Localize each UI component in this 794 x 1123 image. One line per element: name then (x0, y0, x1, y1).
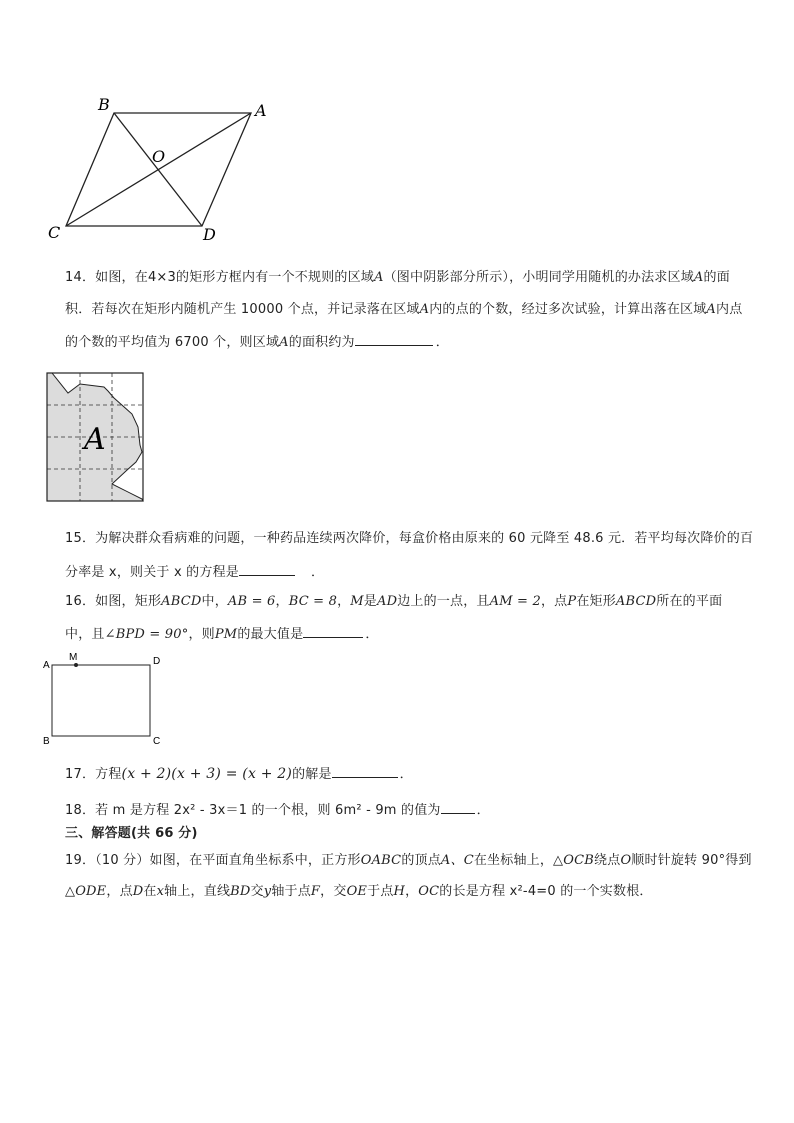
q19-math: ODE (75, 884, 107, 899)
q18-answer-blank[interactable] (441, 801, 475, 814)
q16-math: AD (377, 594, 398, 609)
vertex-label-b: B (98, 95, 110, 114)
q17-text: 17．方程 (65, 767, 122, 782)
q19-text: ，点 (106, 884, 133, 899)
rectangle-abcd (52, 665, 150, 736)
q18-text: 18．若 m 是方程 2x² - 3x＝1 的一个根，则 6m² - 9m 的值为 (65, 803, 441, 818)
q19-text: 在坐标轴上，△ (473, 853, 564, 868)
q19-math: x (156, 884, 165, 899)
q16-math: M (350, 594, 364, 609)
q14-text: 的矩形方框内有一个不规则的区域 (176, 270, 375, 285)
rect-label-b: B (43, 736, 50, 747)
q19-math: A、C (440, 853, 474, 868)
q19-math: F (310, 884, 321, 899)
q14-var: A (374, 270, 384, 285)
q14-text: 14．如图，在 (65, 270, 148, 285)
q16-math: AM = 2 (489, 594, 541, 609)
q14-text: 的个数的平均值为 6700 个，则区域 (65, 335, 280, 350)
q19-math: y (263, 884, 272, 899)
q14-text: 的面积约为 (288, 335, 355, 350)
q16-math: P (567, 594, 577, 609)
q16-text: ， (275, 594, 289, 609)
rect-label-m: M (69, 652, 78, 663)
q17-text: ． (399, 767, 413, 782)
section-heading (65, 826, 198, 842)
q16-text: 中， (201, 594, 228, 609)
q19-text: ， (405, 884, 419, 899)
vertex-label-c: C (48, 223, 61, 242)
q16-text: ． (365, 627, 379, 642)
q16-answer-blank[interactable] (303, 625, 363, 638)
q19-text: 轴上，直线 (164, 884, 231, 899)
q19-math: OABC (360, 853, 402, 868)
q17-equation: (x + 2)(x + 3) = (x + 2) (121, 766, 293, 782)
q17-line (65, 765, 413, 783)
q16-line2 (65, 625, 379, 643)
q14-text: （图中阴影部分所示），小明同学用随机的办法求区域 (383, 270, 694, 285)
q16-math: PM (214, 627, 238, 642)
q16-text: ，点 (540, 594, 568, 609)
parallelogram-figure (40, 92, 280, 252)
q19-math: H (393, 884, 406, 899)
q19-math: OE (346, 884, 368, 899)
q19-text: 于点 (367, 884, 394, 899)
q16-math: ∠BPD = 90° (104, 627, 189, 642)
q14-text: 内的点的个数，经过多次试验，计算出落在区域 (429, 302, 707, 317)
q16-text: 是 (363, 594, 377, 609)
q14-var: A (419, 302, 430, 317)
q16-math: AB = 6 (227, 594, 276, 609)
q16-text: 的最大值是 (237, 627, 304, 642)
rect-label-c: C (153, 736, 161, 747)
q16-math: ABCD (161, 594, 202, 609)
q15-line1 (65, 531, 753, 547)
q19-text: 在 (143, 884, 157, 899)
q14-line1 (65, 270, 730, 286)
center-label-o: O (152, 147, 166, 166)
q15-answer-blank[interactable] (239, 563, 295, 576)
q14-text: 内点 (716, 302, 743, 317)
q18-line (65, 801, 490, 819)
rect-label-d: D (153, 656, 161, 667)
q19-line2 (65, 884, 653, 900)
q14-var: A (693, 270, 704, 285)
q14-line2 (65, 302, 742, 318)
q19-math: O (620, 853, 632, 868)
q16-text: ， (337, 594, 351, 609)
q19-text: 顺时针旋转 90°得到 (631, 853, 752, 868)
q14-line3 (65, 333, 449, 351)
q16-text: 中，且 (65, 627, 105, 642)
q19-text: 的长是方程 x²-4=0 的一个实数根． (439, 884, 653, 899)
q19-math: D (132, 884, 144, 899)
q17-text: 的解是 (292, 767, 332, 782)
q19-math: OC (418, 884, 440, 899)
rect-label-a: A (43, 660, 50, 671)
diagonal-bd (114, 113, 202, 226)
q19-text: 的顶点 (401, 853, 441, 868)
q14-text: ． (435, 335, 449, 350)
q14-var: A (706, 302, 717, 317)
q19-math: BD (230, 884, 251, 899)
q16-text: 16．如图，矩形 (65, 594, 162, 609)
section-title: 三、解答题(共 66 分) (65, 826, 198, 841)
q16-text: ，则 (188, 627, 215, 642)
q19-text: 交 (250, 884, 264, 899)
point-m-dot (74, 663, 78, 667)
q15-line2 (65, 563, 324, 581)
q15-text: 分率是 x，则关于 x 的方程是 (65, 565, 239, 580)
vertex-label-a: A (255, 101, 267, 120)
q14-answer-blank[interactable] (355, 333, 433, 346)
vertex-label-d: D (203, 225, 216, 244)
q15-text: ． (310, 565, 325, 580)
q19-line1 (65, 853, 752, 869)
q18-text: ． (476, 803, 490, 818)
q14-text: 积．若每次在矩形内随机产生 10000 个点，并记录落在区域 (65, 302, 420, 317)
q19-text: ，交 (320, 884, 347, 899)
q19-text: △ (65, 884, 76, 899)
grid-region-figure (46, 372, 148, 504)
rectangle-abcd-figure (38, 650, 168, 748)
q14-text: 的面 (703, 270, 730, 285)
q16-text: 在矩形 (576, 594, 616, 609)
q14-dims: 4×3 (147, 270, 176, 285)
q16-math: ABCD (615, 594, 657, 609)
q19-text: 绕点 (594, 853, 621, 868)
q16-line1 (65, 594, 722, 610)
q16-text: 边上的一点，且 (397, 594, 490, 609)
q17-answer-blank[interactable] (332, 765, 398, 778)
q16-text: 所在的平面 (656, 594, 723, 609)
q19-text: 19．（10 分）如图，在平面直角坐标系中，正方形 (65, 853, 361, 868)
q19-math: OCB (563, 853, 595, 868)
q16-math: BC = 8 (288, 594, 338, 609)
q15-text: 15．为解决群众看病难的问题，一种药品连续两次降价，每盒价格由原来的 60 元降至 48.6 元．若平均每次降价的百 (65, 531, 754, 546)
q14-var: A (279, 335, 289, 350)
region-label-a: A (84, 422, 106, 457)
q19-text: 轴于点 (271, 884, 311, 899)
